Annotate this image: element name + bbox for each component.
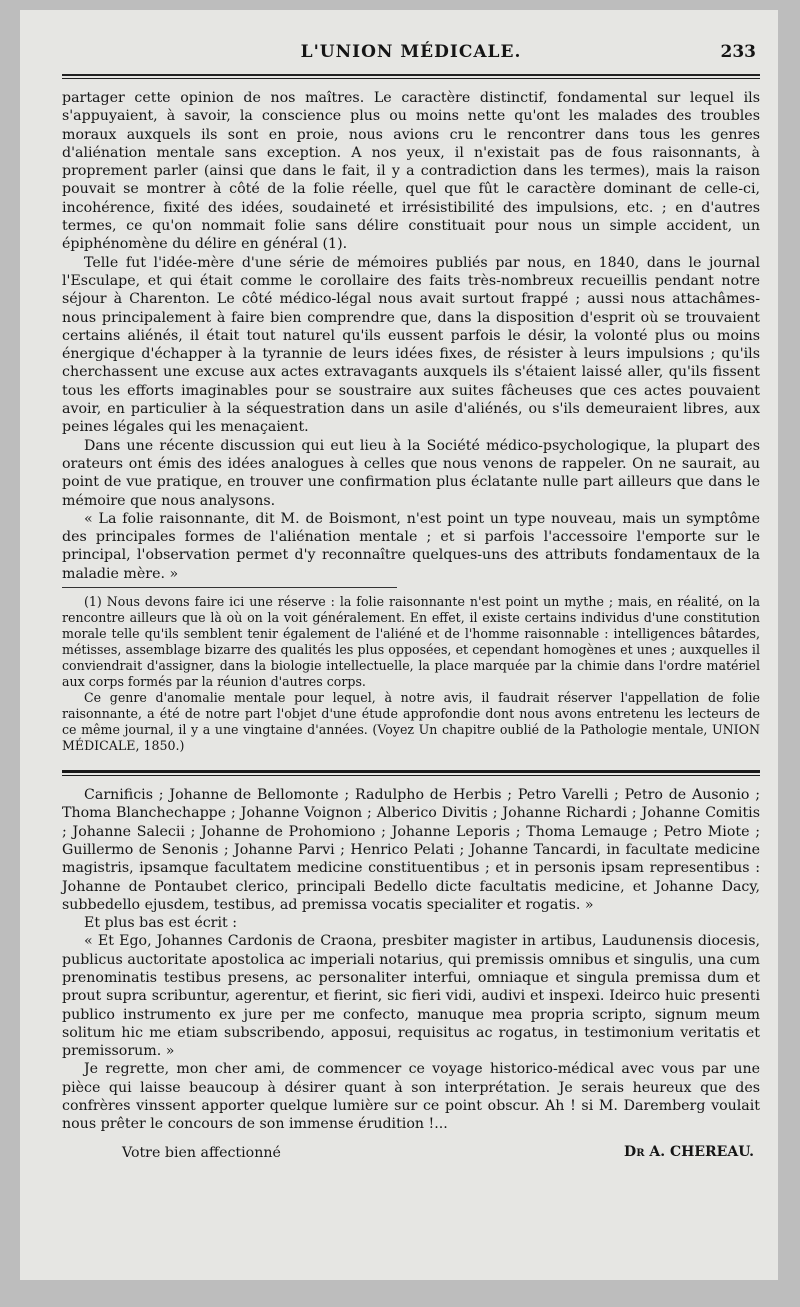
signature: Dr A. CHEREAU.: [624, 1143, 754, 1160]
page-number: 233: [720, 42, 756, 62]
footnote-paragraph: Ce genre d'anomalie mentale pour lequel, à notre avis, il faudrait réserver l'appellation de folie raisonnante, a été de notre part l'objet d'une étude approfondie dont nous avons entretenu les lecteurs de ce même journal, il y a une vingtaine d'années. (Voyez Un chapitre oublié de la Pathologie mentale, UNION MÉDICALE, 1850.): [62, 690, 760, 754]
header-rule: [62, 74, 760, 79]
closing-line: Votre bien affectionné: [122, 1144, 281, 1161]
section-rule: [62, 770, 760, 776]
paragraph: « Et Ego, Johannes Cardonis de Craona, presbiter magister in artibus, Laudunensis diocesis, publicus auctoritate apostolica ac imperiali notarius, qui premissis omnibus et singulis, una cum prenominatis testibus presens, ac personaliter interfui, omniaque et singula premissa dum et prout supra scribuntur, agerentur, et fierint, sic fieri vidi, audivi et inspexi. Ideirco huic presenti publico instrumento ex jure per me confecto, manuque mea propria scripto, signum meum solitum hic me etiam subscribendo, apposui, requisitus ac rogatus, in testimonium veritatis et premissorum. »: [62, 933, 760, 1060]
journal-title: L'UNION MÉDICALE.: [300, 42, 522, 62]
paragraph: Telle fut l'idée-mère d'une série de mémoires publiés par nous, en 1840, dans le journal l'Esculape, et qui était comme le corollaire des faits très-nombreux recueillis pendant notre séjour à Charenton. Le côté médico-légal nous avait surtout frappé ; aussi nous attachâmes-nous principalement à faire bien comprendre que, dans la disposition d'esprit où se trouvaient certains aliénés, il était tout naturel qu'ils eussent parfois le désir, la volonté plus ou moins énergique d'échapper à la tyrannie de leurs idées fixes, de résister à leurs impulsions ; qu'ils cherchassent une excuse aux actes extravagants auxquels ils s'étaient laissé aller, qu'ils fissent tous les efforts imaginables pour se soustraire aux suites fâcheuses que ces actes pouvaient avoir, en particulier à la séquestration dans un asile d'aliénés, ou s'ils demeuraient libres, aux peines légales qui les menaçaient.: [62, 254, 760, 436]
paragraph: Je regrette, mon cher ami, de commencer ce voyage historico-médical avec vous par une pièce qui laisse beaucoup à désirer quant à son interprétation. Je serais heureux que des confrères vinssent apporter quelque lumière sur ce point obscur. Ah ! si M. Daremberg voulait nous prêter le concours de son immense érudition !...: [62, 1061, 760, 1133]
footnote-block: [62, 594, 760, 754]
feuilleton-text: [62, 786, 760, 1160]
paragraph: Carnificis ; Johanne de Bellomonte ; Radulpho de Herbis ; Petro Varelli ; Petro de Ausonio ; Thoma Blanchechappe ; Johanne Voignon ; Alberico Divitis ; Johanne Richardi ; Johanne Comitis ; Johanne Salecii ; Johanne de Prohomiono ; Johanne Leporis ; Thoma Lemauge ; Petro Miote ; Guillermo de Senonis ; Johanne Parvi ; Henrico Pelati ; Johanne Tancardi, in facultate medicine magistris, ipsamque facultatem medicine constituentibus ; et in personis ipsam representibus : Johanne de Pontaubet clerico, principali Bedello dicte facultatis medicine, et Johanne Dacy, subbedello ejusdem, testibus, ad premissa vocatis specialiter et rogatis. »: [62, 787, 760, 913]
page-header: [62, 38, 760, 66]
paragraph: Et plus bas est écrit :: [84, 915, 237, 932]
paragraph: « La folie raisonnante, dit M. de Boismont, n'est point un type nouveau, mais un symptôme des principales formes de l'aliénation mentale ; et si parfois l'accessoire l'emporte sur le principal, l'observation permet d'y reconnaître quelques-uns des attributs fondamentaux de la maladie mère. »: [62, 510, 760, 582]
document-page: [20, 10, 778, 1280]
paragraph: Dans une récente discussion qui eut lieu à la Société médico-psychologique, la plupart des orateurs ont émis des idées analogues à celles que nous venons de rappeler. On ne saurait, au point de vue pratique, en trouver une confirmation plus éclatante nulle part ailleurs que dans le mémoire que nous analysons.: [62, 437, 760, 509]
paragraph: partager cette opinion de nos maîtres. Le caractère distinctif, fondamental sur lequel ils s'appuyaient, à savoir, la conscience plus ou moins nette qu'ont les malades des troubles moraux auxquels ils sont en proie, nous avions cru le rencontrer dans tous les genres d'aliénation mentale sans exception. A nos yeux, il n'existait pas de fous raisonnants, à proprement parler (ainsi que dans le fait, il y a contradiction dans les termes), mais la raison pouvait se montrer à côté de la folie réelle, quel que fût le caractère dominant de celle-ci, incohérence, fixité des idées, soudaineté et irrésistibilité des impulsions, etc. ; en d'autres termes, ce qu'on nommait folie sans délire constituait pour nous un simple accident, un épiphénomène du délire en général (1).: [62, 90, 760, 253]
footnote-rule: [62, 587, 397, 588]
main-text: [62, 89, 760, 583]
footnote-paragraph: (1) Nous devons faire ici une réserve : la folie raisonnante n'est point un mythe ; mais, en réalité, on la rencontre ailleurs que là où on la voit généralement. En effet, il existe certains individus d'une constitution morale telle qu'ils semblent tenir également de l'aliéné et de l'homme raisonnable : intelligences bâtardes, métisses, assemblage bizarre des qualités les plus opposées, et cependant homogènes et unes ; auxquelles il conviendrait d'assigner, dans la biologie intellectuelle, la place marquée par la chimie dans l'ordre matériel aux corps formés par la réunion d'autres corps.: [62, 594, 760, 690]
